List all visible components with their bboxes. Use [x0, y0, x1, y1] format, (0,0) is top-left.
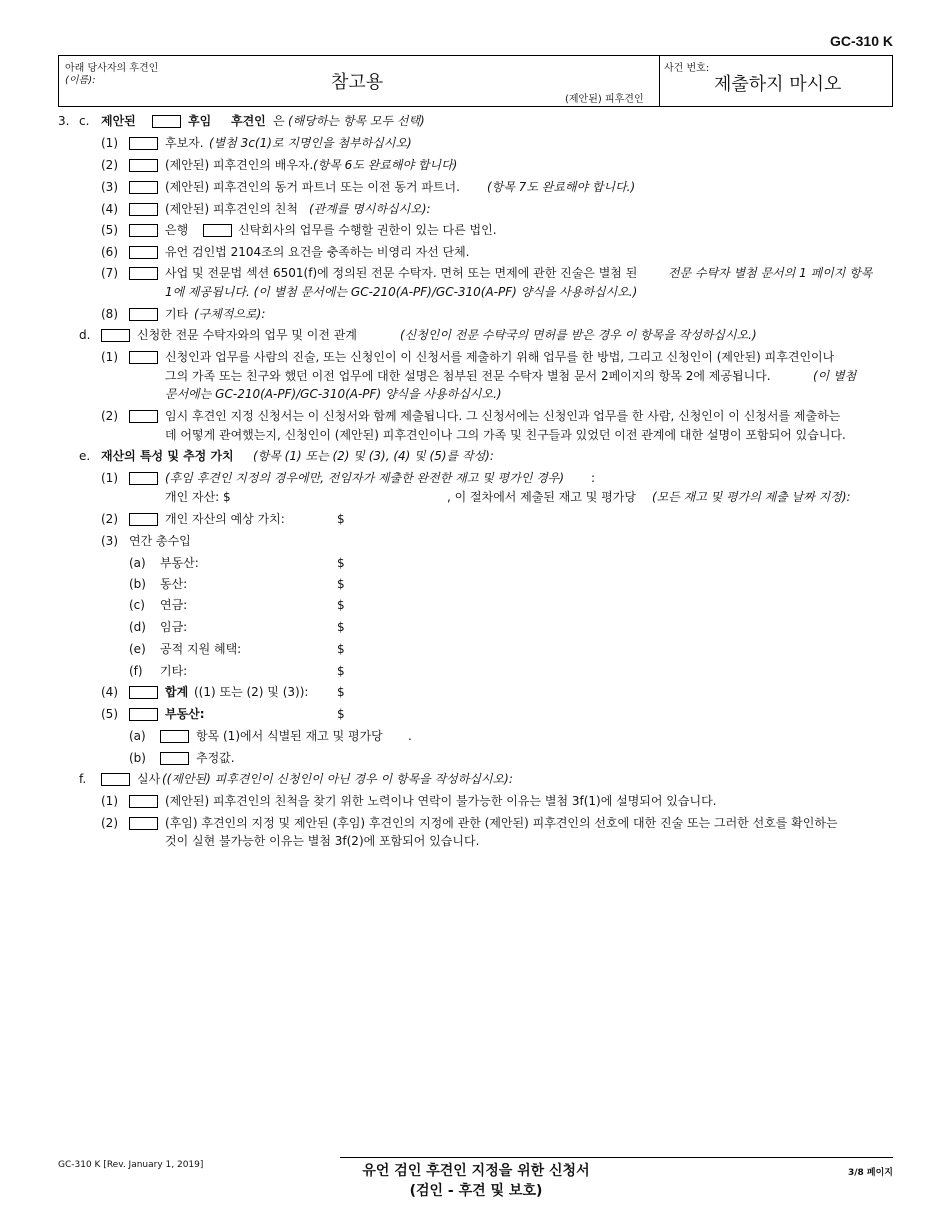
income-b-num: (b)	[129, 577, 146, 591]
ward-label: (제안된) 피후견인	[565, 94, 644, 105]
income-f-label: 기타:	[160, 664, 188, 678]
item-e1-line2note: (모든 재고 및 평가의 제출 날짜 지정):	[652, 490, 851, 504]
item-e4-text-b: 합계	[165, 685, 189, 699]
e1-checkbox[interactable]	[129, 472, 158, 485]
caption-header	[58, 55, 893, 107]
name-label: (이름):	[65, 75, 96, 86]
item-e-note: (항목 (1) 또는 (2) 및 (3), (4) 및 (5)를 작성):	[253, 449, 494, 463]
item-e5-num: (5)	[101, 707, 118, 721]
item-d2-num: (2)	[101, 409, 118, 423]
item-c7-text: 사업 및 전문법 섹션 6501(f)에 정의된 전문 수탁자. 면허 또는 면제에 관한 진술은 별첨 된	[165, 266, 638, 280]
item-f-title: 실사	[137, 772, 161, 786]
case-value[interactable]: 제출하지 마시오	[714, 74, 842, 95]
item-e5a-tail: .	[408, 729, 412, 743]
item-c5-text-b: 신탁회사의 업무를 수행할 권한이 있는 다른 법인.	[238, 223, 497, 237]
income-f-num: (f)	[129, 664, 143, 678]
other-checkbox[interactable]	[129, 308, 158, 321]
diligence-checkbox[interactable]	[101, 773, 130, 786]
item-e5b-num: (b)	[129, 751, 146, 765]
item-e5-dollar: $	[337, 707, 345, 721]
item-e4-dollar: $	[337, 685, 345, 699]
item-d1-line2: 그의 가족 또는 친구와 했던 이전 업무에 대한 설명은 첨부된 전문 수탁자 별첨 문서 2페이지의 항목 2에 제공됩니다.	[165, 369, 771, 383]
item-c1-text: 후보자.	[165, 136, 204, 150]
item-c3-text: (제안된) 피후견인의 동거 파트너 또는 이전 동거 파트너.	[165, 180, 460, 194]
item-f1-num: (1)	[101, 794, 118, 808]
item-e3-num: (3)	[101, 534, 118, 548]
d1-checkbox[interactable]	[129, 351, 158, 364]
item-e1-num: (1)	[101, 471, 118, 485]
item-c3-num: (3)	[101, 180, 118, 194]
income-c-label: 연금:	[160, 598, 188, 612]
e5a-checkbox[interactable]	[160, 730, 189, 743]
item-e5a-text: 항목 (1)에서 식별된 재고 및 평가당	[196, 729, 383, 743]
item-e-letter: e.	[79, 449, 91, 463]
item-c-title-d: 은	[273, 114, 285, 128]
item-f-note: ((제안된) 피후견인이 신청인이 아닌 경우 이 항목을 작성하십시오):	[162, 772, 513, 786]
item-d-letter: d.	[79, 328, 91, 342]
item-c6-num: (6)	[101, 245, 118, 259]
income-c-num: (c)	[129, 598, 145, 612]
relative-checkbox[interactable]	[129, 203, 158, 216]
item-d2-line2: 데 어떻게 관여했는지, 신청인이 (제안된) 피후견인이나 그의 가족 및 친구들과 있었던 이전 관계에 대한 설명이 포함되어 있습니다.	[165, 428, 846, 442]
income-c-dollar: $	[337, 598, 345, 612]
item-e3-text: 연간 총수입	[129, 534, 191, 548]
e2-checkbox[interactable]	[129, 513, 158, 526]
footer-rule	[340, 1157, 893, 1158]
footer-page: 3/8 페이지	[847, 1168, 893, 1178]
item-c7-note-1: 전문 수탁자 별첨 문서의 1 페이지 항목	[668, 266, 873, 280]
item-f-letter: f.	[79, 772, 87, 786]
nonprofit-checkbox[interactable]	[129, 246, 158, 259]
item-c8-note: (구체적으로):	[194, 307, 266, 321]
spouse-checkbox[interactable]	[129, 159, 158, 172]
item-c2-note: (항목 6도 완료해야 합니다)	[313, 158, 458, 172]
successor-checkbox[interactable]	[152, 115, 181, 128]
item-c1-note: (별첨 3c(1)로 지명인을 첨부하십시오)	[209, 136, 412, 150]
item-d1-line3: 문서에는 GC-210(A-PF)/GC-310(A-PF) 양식을 사용하십시오.)	[165, 387, 502, 401]
item-e5-text: 부동산:	[165, 707, 205, 721]
item-e2-dollar: $	[337, 512, 345, 526]
item-d1-note2: (이 별첨	[813, 369, 857, 383]
item-c8-text: 기타	[165, 307, 189, 321]
item-c5-text-a: 은행	[165, 223, 189, 237]
party-label: 아래 당사자의 후견인	[65, 63, 159, 74]
header-divider	[659, 56, 660, 106]
footer-title-2: (검인 - 후견 및 보호)	[409, 1183, 543, 1199]
item-c4-text: (제안된) 피후견인의 친척	[165, 202, 298, 216]
item-c-title-c: 후견인	[231, 114, 266, 128]
income-e-num: (e)	[129, 642, 146, 656]
f2-checkbox[interactable]	[129, 817, 158, 830]
item-e1-line2a: 개인 자산: $	[165, 490, 231, 504]
footer-rev: GC-310 K [Rev. January 1, 2019]	[58, 1160, 204, 1170]
item-c6-text: 유언 검인법 2104조의 요건을 충족하는 비영리 자선 단체.	[165, 245, 470, 259]
e4-checkbox[interactable]	[129, 686, 158, 699]
footer-title-1: 유언 검인 후견인 지정을 위한 신청서	[362, 1163, 590, 1179]
item-e-title: 재산의 특성 및 추정 가치	[101, 449, 234, 463]
business-relationship-checkbox[interactable]	[101, 329, 130, 342]
item-c4-num: (4)	[101, 202, 118, 216]
item-c-title-b: 후임	[188, 114, 212, 128]
item-d-note: (신청인이 전문 수탁국의 면허를 받은 경우 이 항목을 작성하십시오.)	[400, 328, 757, 342]
nominee-checkbox[interactable]	[129, 137, 158, 150]
bank-checkbox[interactable]	[129, 224, 158, 237]
item-c5-num: (5)	[101, 223, 118, 237]
income-a-label: 부동산:	[160, 556, 199, 570]
case-label: 사건 번호:	[664, 63, 710, 74]
item-c2-num: (2)	[101, 158, 118, 172]
item-d2-line1: 임시 후견인 지정 신청서는 이 신청서와 함께 제출됩니다. 그 신청서에는 신청인과 업무를 한 사람, 신청인이 이 신청서를 제출하는	[165, 409, 841, 423]
item-e1-line2b: , 이 절차에서 제출된 재고 및 평가당	[447, 490, 636, 504]
item-e5b-text: 추정값.	[196, 751, 235, 765]
form-code: GC-310 K	[829, 33, 893, 49]
item-c7-note-2: 1에 제공됩니다. (이 별첨 문서에는 GC-210(A-PF)/GC-310(A-PF) 양식을 사용하십시오.)	[165, 285, 638, 299]
item-e5a-num: (a)	[129, 729, 146, 743]
section-number: 3.	[58, 114, 70, 128]
item-e1-colon: :	[591, 471, 596, 485]
item-f2-num: (2)	[101, 816, 118, 830]
income-e-dollar: $	[337, 642, 345, 656]
e5-checkbox[interactable]	[129, 708, 158, 721]
name-value[interactable]: 참고용	[331, 72, 384, 93]
item-f2-line1: (후임) 후견인의 지정 및 제안된 (후임) 후견인의 지정에 관한 (제안된) 피후견인의 선호에 대한 진술 또는 그러한 선호를 확인하는	[165, 816, 838, 830]
item-c-letter: c.	[79, 114, 90, 128]
item-e4-text: ((1) 또는 (2) 및 (3)):	[194, 685, 309, 699]
income-b-dollar: $	[337, 577, 345, 591]
item-c3-note: (항목 7도 완료해야 합니다.)	[487, 180, 636, 194]
item-f2-line2: 것이 실현 불가능한 이유는 별첨 3f(2)에 포함되어 있습니다.	[165, 834, 480, 848]
item-f1-text: (제안된) 피후견인의 친척을 찾기 위한 노력이나 연락이 불가능한 이유는 별첨 3f(1)에 설명되어 있습니다.	[165, 794, 717, 808]
income-d-num: (d)	[129, 620, 146, 634]
item-c2-text: (제안된) 피후견인의 배우자.	[165, 158, 314, 172]
item-e2-num: (2)	[101, 512, 118, 526]
income-a-dollar: $	[337, 556, 345, 570]
income-d-dollar: $	[337, 620, 345, 634]
item-e2-text: 개인 자산의 예상 가치:	[165, 512, 285, 526]
f1-checkbox[interactable]	[129, 795, 158, 808]
item-e1-note: (후임 후견인 지정의 경우에만, 전임자가 제출한 완전한 재고 및 평가인 경우)	[165, 471, 565, 485]
income-d-label: 임금:	[160, 620, 188, 634]
e5b-checkbox[interactable]	[160, 752, 189, 765]
item-c4-note: (관계를 명시하십시오):	[309, 202, 431, 216]
item-d-title: 신청한 전문 수탁자와의 업무 및 이전 관계	[137, 328, 357, 342]
income-a-num: (a)	[129, 556, 146, 570]
item-c8-num: (8)	[101, 307, 118, 321]
income-f-dollar: $	[337, 664, 345, 678]
income-e-label: 공적 지원 혜택:	[160, 642, 242, 656]
item-d1-line1: 신청인과 업무를 사람의 진술, 또는 신청인이 이 신청서를 제출하기 위해 업무를 한 방법, 그리고 신청인이 (제안된) 피후견인이나	[165, 350, 835, 364]
item-c7-num: (7)	[101, 266, 118, 280]
item-d1-num: (1)	[101, 350, 118, 364]
professional-fiduciary-checkbox[interactable]	[129, 267, 158, 280]
d2-checkbox[interactable]	[129, 410, 158, 423]
partner-checkbox[interactable]	[129, 181, 158, 194]
item-c-title-a: 제안된	[101, 114, 136, 128]
item-e4-num: (4)	[101, 685, 118, 699]
trust-entity-checkbox[interactable]	[203, 224, 232, 237]
item-c1-num: (1)	[101, 136, 118, 150]
income-b-label: 동산:	[160, 577, 188, 591]
item-c-note: (해당하는 항목 모두 선택)	[288, 114, 425, 128]
